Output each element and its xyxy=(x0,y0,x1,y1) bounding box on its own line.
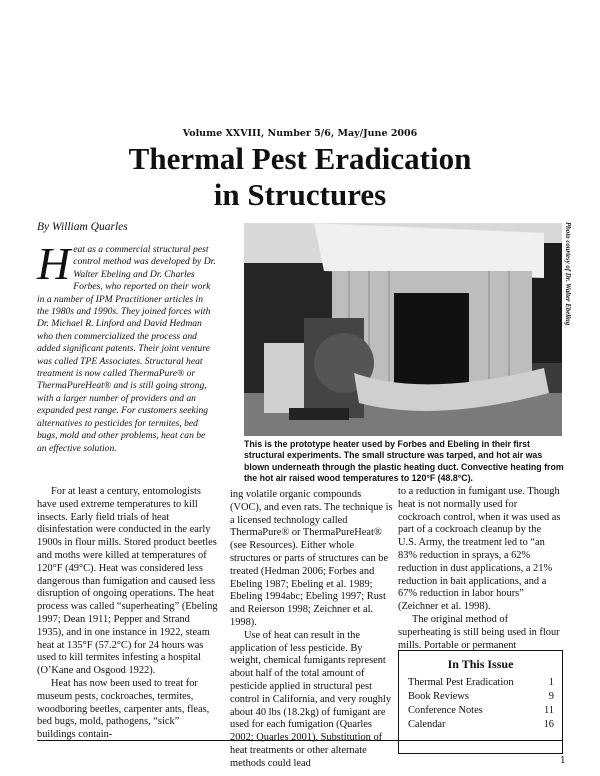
photo-illustration xyxy=(244,223,562,436)
issue-item-page: 16 xyxy=(543,719,554,730)
body-column-1 xyxy=(37,486,218,742)
issue-item-label: Thermal Pest Eradication xyxy=(408,677,514,688)
issue-item-page: 1 xyxy=(548,677,554,688)
issue-item-label: Conference Notes xyxy=(408,705,483,716)
page-number: 1 xyxy=(560,756,566,766)
photo-caption: This is the prototype heater used by Forbes and Ebeling in their first structural experiments. The small structure was tarped, and hot air was blown underneath through the plastic heating duct. Convective heating from the hot air raised wood temperatures to 120°F (48.8°C). xyxy=(244,439,564,483)
column-2-paragraph-2: Use of heat can result in the application of less pesticide. By weight, chemical fumigants represent about half of the total amount of pesticide applied in structural pest control in California, and very roughly about 40 lbs (18.2kg) of fumigant are used for each fumigation (Quarles 2002; Quarles 2001). Substitution of heat treatments or other alternate methods could lead xyxy=(230,629,392,769)
body-column-3 xyxy=(398,486,562,652)
footer-rule xyxy=(37,740,563,741)
issue-item-label: Book Reviews xyxy=(408,691,469,702)
intro-paragraph xyxy=(37,238,217,455)
issue-item-page: 11 xyxy=(543,705,554,716)
column-3-paragraph-1: to a reduction in fumigant use. Though heat is not normally used for cockroach control, when it was used as part of a cockroach cleanup by the U.S. Army, the treatment led to “an 83% reduction in sprays, a 62% reduction in dust applications, a 21% reduction in bait applications, and a 67% reduction in labor hours” (Zeichner et al. 1998). xyxy=(398,486,561,613)
drop-cap: H xyxy=(37,238,71,289)
body-column-2 xyxy=(230,489,395,771)
column-1-paragraph-2: Heat has now been used to treat for museum pests, cockroaches, termites, woodboring beetles, carpenter ants, fleas, bed bugs, mold, pathogens, “sick” buildings contain- xyxy=(37,677,210,741)
issue-item xyxy=(399,676,562,690)
issue-line: Volume XXVIII, Number 5/6, May/June 2006 xyxy=(182,128,418,139)
column-3-paragraph-2: The original method of superheating is still being used in flour mills. Portable or permanent xyxy=(398,613,560,651)
title-line-1: Thermal Pest Eradication xyxy=(128,141,472,176)
issue-item-page: 9 xyxy=(548,691,554,702)
article-title xyxy=(0,141,600,213)
in-this-issue-heading: In This Issue xyxy=(447,657,514,671)
issue-item xyxy=(399,704,562,718)
byline: By William Quarles xyxy=(37,221,128,233)
heater-photo xyxy=(244,223,562,436)
issue-item xyxy=(399,718,562,732)
in-this-issue-box xyxy=(398,650,563,754)
title-line-2: in Structures xyxy=(213,177,387,212)
issue-item xyxy=(399,690,562,704)
intro-text: eat as a commercial structural pest control method was developed by Dr. Walter Ebeling and Dr. Charles Forbes, who reported on their work in a number of IPM Practitioner articles in the 1980s and 1990s. They joined forces with Dr. Michael R. Linford and David Hedman who then commercialized the process and added significant patents. Their joint venture was called TPE Associates. Structural heat treatment is now called ThermaPure® or ThermaPureHeat® and is still going strong, with a larger number of providers and an expanded pest range. For customers seeking alternatives to pesticides for termites, bed bugs, mold and other problems, heat can be an effective solution. xyxy=(37,244,216,454)
photo-credit: Photo courtesy of Dr. Walter Ebeling xyxy=(564,222,571,326)
issue-item-label: Calendar xyxy=(408,719,446,730)
column-1-paragraph-1: For at least a century, entomologists have used extreme temperatures to kill insects. Early field trials of heat disinfestation were conducted in the early 1900s in flour mills. Stored product beetles and moths were killed at temperatures of 120°F (49°C). Heat was considered less dangerous than fumigation and caused less disruption of ongoing operations. The heat process was called “superheating” (Ebeling 1997; Dean 1911; Pepper and Strand 1935), and in one instance in 1922, steam heat at 135°F (57.2°C) for 24 hours was used to kill termites infesting a hospital (O’Kane and Osgood 1922). xyxy=(37,486,218,677)
column-2-paragraph-1: ing volatile organic compounds (VOC), and even rats. The technique is a licensed technology called ThermaPure® or ThermaPureHeat® (see Resources). Either whole structures or parts of structures can be treated (Hedman 2006; Forbes and Ebeling 1987; Ebeling et al. 1989; Ebeling 1994abc; Ebeling 1997; Rust and Reierson 1998; Zeichner et al. 1998). xyxy=(230,489,393,628)
